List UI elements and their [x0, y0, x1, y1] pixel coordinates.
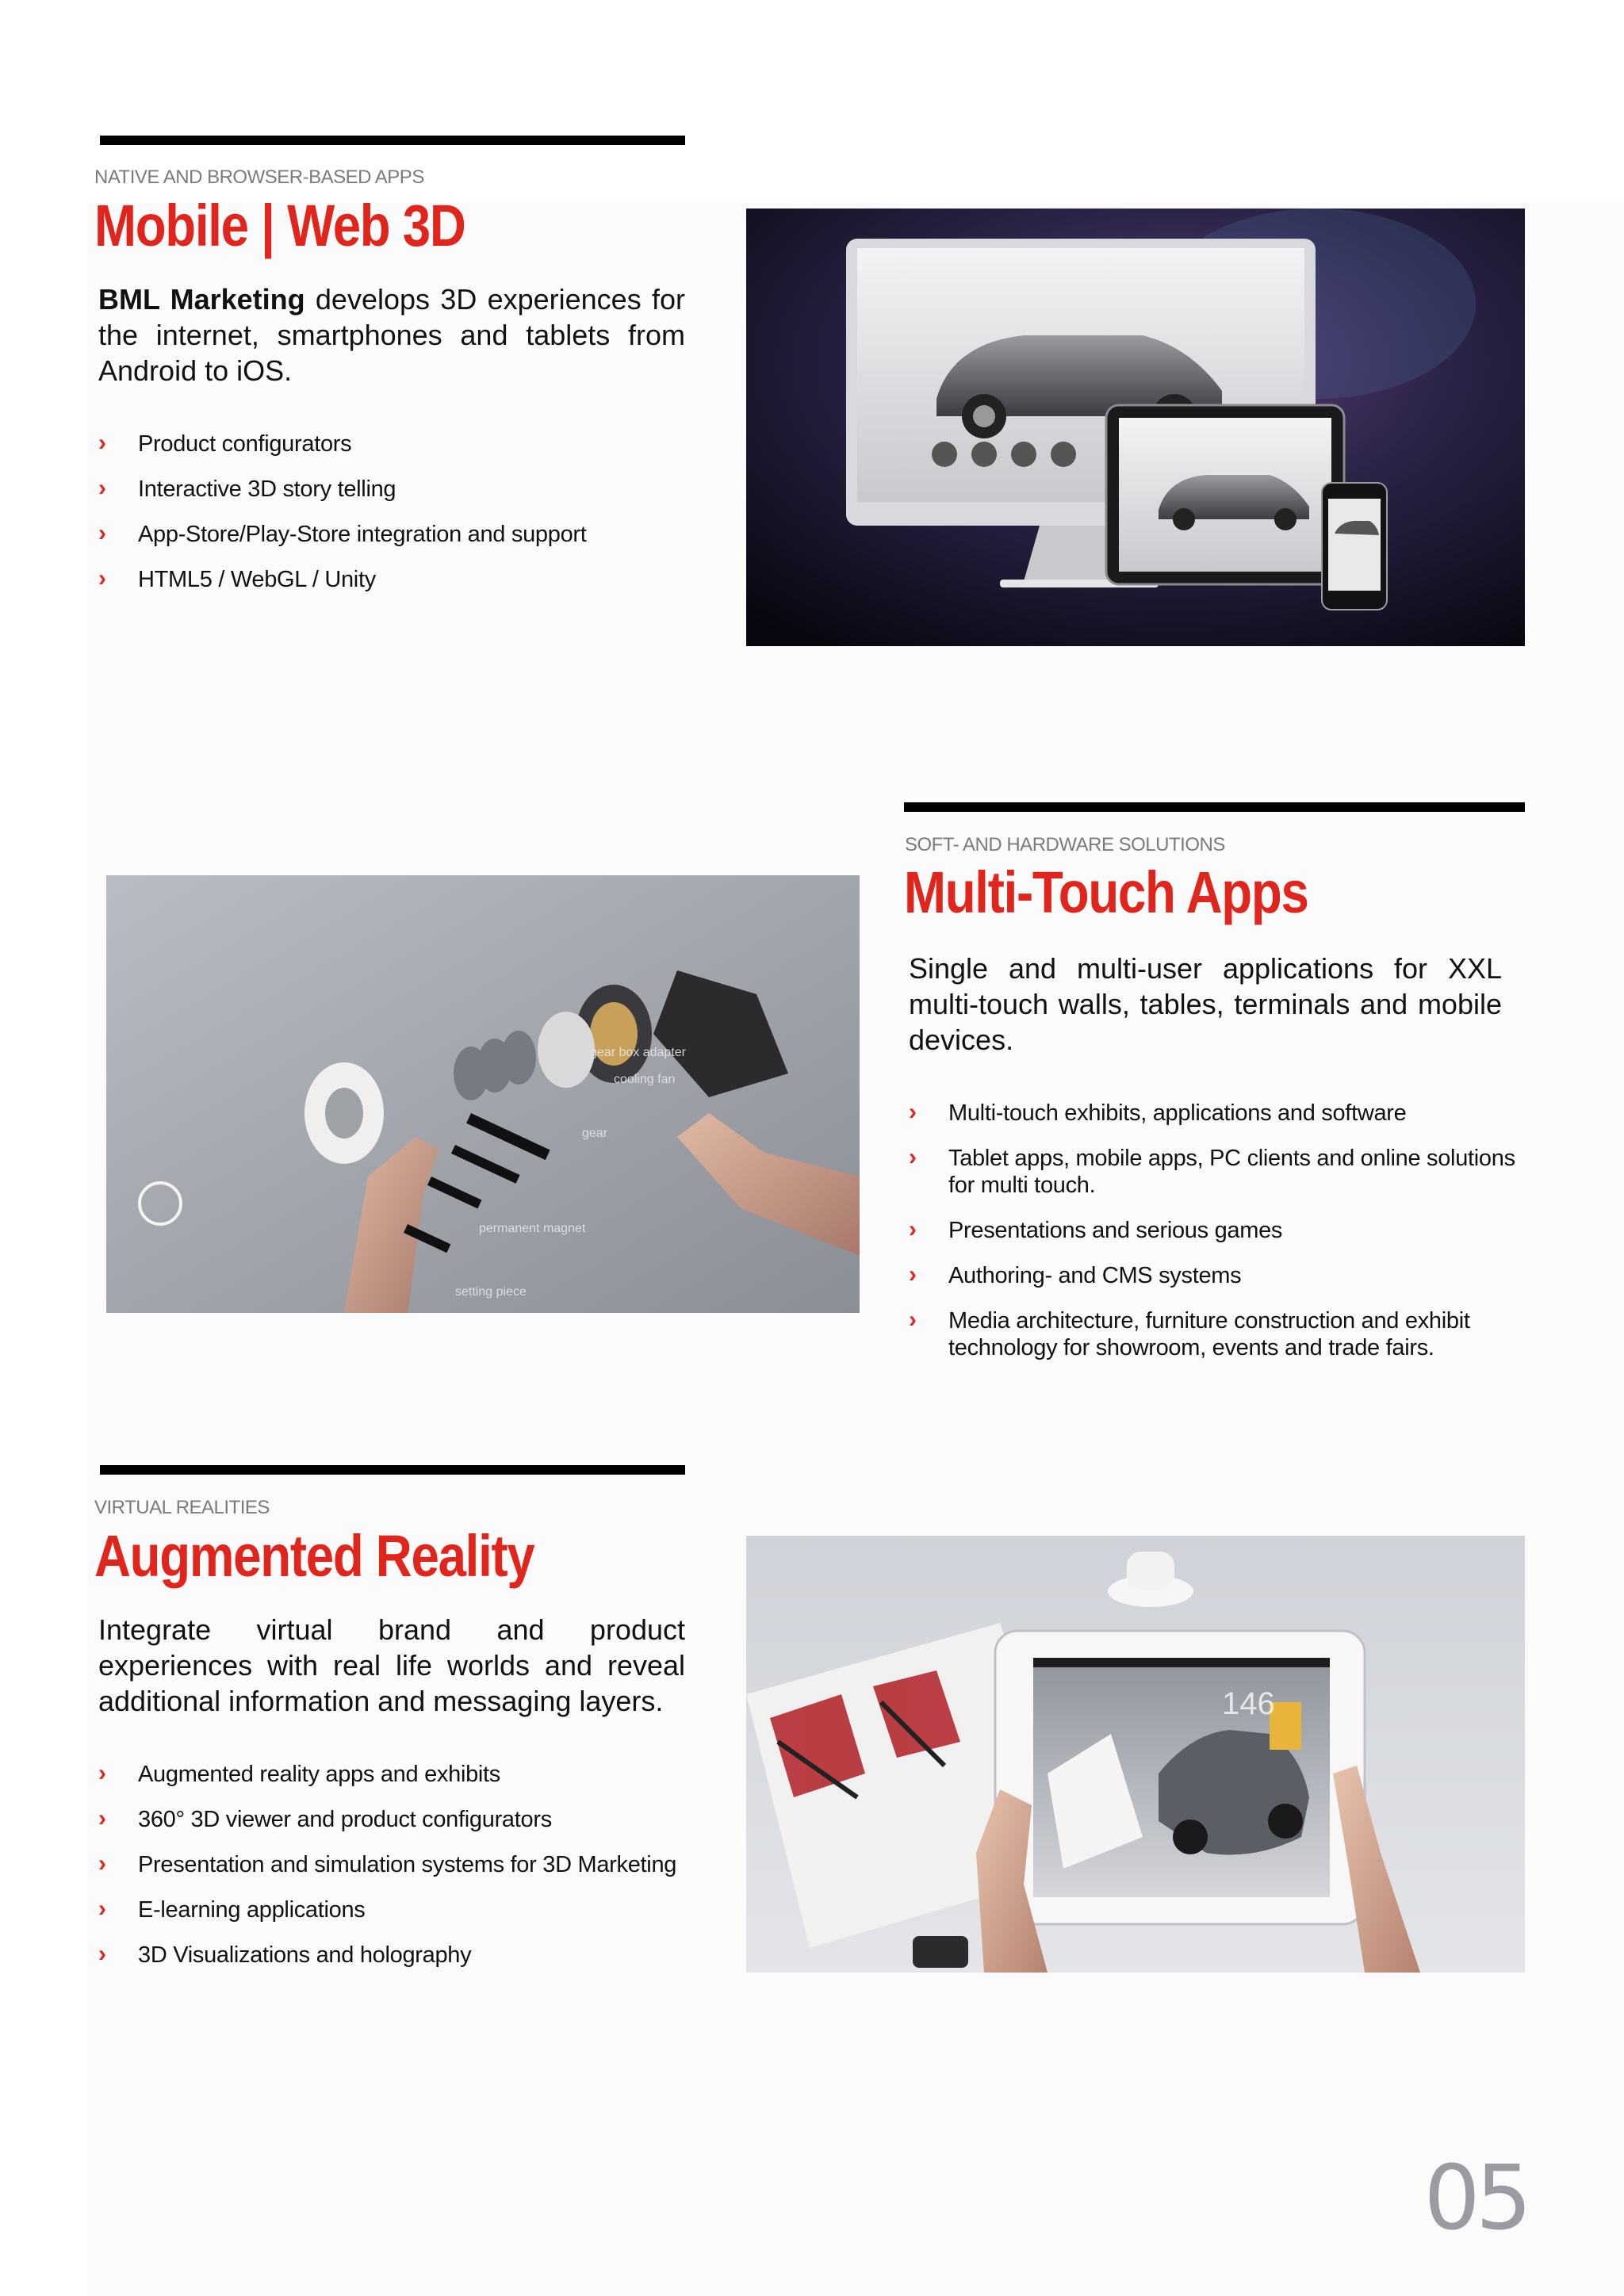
- brand-name: BML Marketing: [98, 283, 305, 316]
- chevron-right-icon: ›: [909, 1307, 917, 1333]
- image-label: permanent magnet: [479, 1222, 586, 1235]
- chevron-right-icon: ›: [909, 1216, 917, 1242]
- list-item: › Presentation and simulation systems for 3D Marketing: [98, 1850, 677, 1877]
- list-item: › Presentations and serious games: [909, 1216, 1283, 1243]
- feature-list: [98, 430, 701, 593]
- engine-illustration: [106, 875, 860, 1313]
- chevron-right-icon: ›: [98, 1760, 106, 1786]
- list-item: › 3D Visualizations and holography: [98, 1941, 472, 1968]
- chevron-right-icon: ›: [98, 475, 106, 501]
- list-item: › E-learning applications: [98, 1896, 366, 1923]
- section-rule: [100, 1465, 685, 1475]
- intro-text: develops 3D experiences for the internet, smartphones and tablets from Android to iOS.: [98, 283, 685, 387]
- list-item: › Media architecture, furniture construction and exhibit technology for showroom, events and trade fairs.: [909, 1307, 1470, 1360]
- devices-illustration: [746, 209, 1525, 646]
- chevron-right-icon: ›: [909, 1144, 917, 1170]
- list-item: › Authoring- and CMS systems: [909, 1261, 1242, 1288]
- list-item: › Interactive 3D story telling: [98, 475, 396, 502]
- page-number: 05: [1423, 2147, 1527, 2250]
- section-title: Mobile | Web 3D: [94, 193, 465, 258]
- chevron-right-icon: ›: [98, 565, 106, 591]
- section-rule: [100, 136, 685, 145]
- list-item: › App-Store/Play-Store integration and support: [98, 520, 587, 547]
- section-kicker: SOFT- AND HARDWARE SOLUTIONS: [905, 834, 1225, 855]
- section-title: Multi-Touch Apps: [904, 859, 1308, 925]
- list-item: › Product configurators: [98, 430, 352, 457]
- list-item: › HTML5 / WebGL / Unity: [98, 565, 376, 592]
- feature-list: [98, 1761, 725, 1969]
- list-item: › Tablet apps, mobile apps, PC clients and online solutions for multi touch.: [909, 1144, 1515, 1198]
- section-rule: [904, 802, 1525, 812]
- list-item: › Augmented reality apps and exhibits: [98, 1760, 501, 1787]
- image-label: cooling fan: [614, 1073, 676, 1086]
- section-kicker: VIRTUAL REALITIES: [94, 1497, 270, 1518]
- speed-readout: 146: [1222, 1686, 1275, 1721]
- feature-list: [909, 1100, 1535, 1361]
- ar-photo: [746, 1536, 1525, 1973]
- image-label: gear: [582, 1127, 608, 1140]
- image-label: gear box adapter: [590, 1046, 686, 1059]
- chevron-right-icon: ›: [98, 430, 106, 456]
- devices-photo: [746, 209, 1525, 646]
- chevron-right-icon: ›: [98, 1941, 106, 1967]
- section-intro: [98, 281, 685, 388]
- chevron-right-icon: ›: [98, 1805, 106, 1831]
- ar-tablet-illustration: [746, 1536, 1525, 1973]
- chevron-right-icon: ›: [98, 1896, 106, 1922]
- section-title: Augmented Reality: [94, 1523, 534, 1589]
- chevron-right-icon: ›: [909, 1261, 917, 1288]
- image-label: setting piece: [455, 1285, 527, 1299]
- list-item: › 360° 3D viewer and product configurators: [98, 1805, 552, 1832]
- multitouch-photo: [106, 875, 860, 1313]
- section-intro: Single and multi-user applications for XXL multi-touch walls, tables, terminals and mobile devices.: [909, 952, 1502, 1056]
- chevron-right-icon: ›: [909, 1099, 917, 1125]
- chevron-right-icon: ›: [98, 520, 106, 546]
- section-kicker: NATIVE AND BROWSER-BASED APPS: [94, 166, 424, 188]
- chevron-right-icon: ›: [98, 1850, 106, 1877]
- section-intro: Integrate virtual brand and product experiences with real life worlds and reveal additional information and messaging layers.: [98, 1613, 685, 1717]
- list-item: › Multi-touch exhibits, applications and software: [909, 1099, 1407, 1126]
